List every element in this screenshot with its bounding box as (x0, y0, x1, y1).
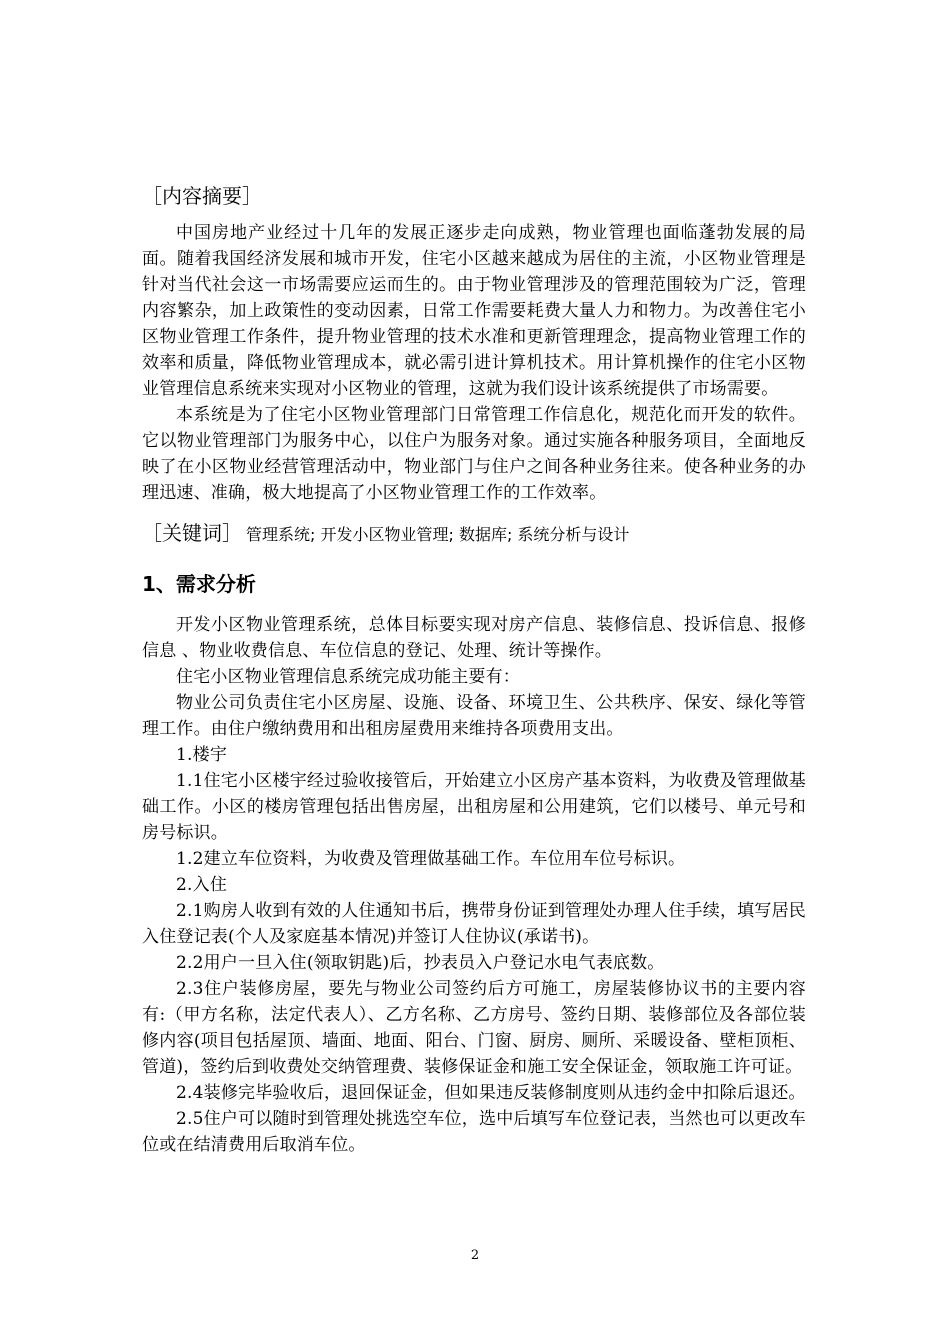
requirements-paragraph: 物业公司负责住宅小区房屋、设施、设备、环境卫生、公共秩序、保安、绿化等管理工作。由住户缴纳费用和出租房屋费用来维持各项费用支出。 (142, 693, 806, 739)
keywords-label: ［关键词］ (142, 521, 242, 545)
abstract-paragraph: 中国房地产业经过十几年的发展正逐步走向成熟，物业管理也面临蓬勃发展的局面。随着我国经济发展和城市开发，住宅小区越来越成为居住的主流，小区物业管理是针对当代社会这一市场需要应运而生的。由于物业管理涉及的管理范围较为广泛，管理内容繁杂，加上政策性的变动因素，日常工作需要耗费大量人力和物力。为改善住宅小区物业管理工作条件，提升物业管理的技术水准和更新管理理念，提高物业管理工作的效率和质量，降低物业管理成本，就必需引进计算机技术。用计算机操作的住宅小区物业管理信息系统来实现对小区物业的管理，这就为我们设计该系统提供了市场需要。 (142, 223, 806, 399)
abstract-heading: ［内容摘要］ (142, 184, 262, 208)
requirements-paragraph: 住宅小区物业管理信息系统完成功能主要有： (176, 667, 520, 687)
abstract-paragraph: 本系统是为了住宅小区物业管理部门日常管理工作信息化，规范化而开发的软件。它以物业管理部门为服务中心，以住户为服务对象。通过实施各种服务项目，全面地反映了在小区物业经营管理活动中，物业部门与住户之间各种业务往来。使各种业务的办理迅速、准确，极大地提高了小区物业管理工作的工作效率。 (142, 405, 806, 503)
requirements-paragraph: 2.3住户装修房屋，要先与物业公司签约后方可施工，房屋装修协议书的主要内容有:（甲方名称，法定代表人）、乙方名称、乙方房号、签约日期、装修部位及各部位装修内容(项目包括屋顶、墙面、地面、阳台、门窗、厨房、厕所、采暖设备、壁柜顶柜、管道)，签约后到收费处交纳管理费、装修保证金和施工安全保证金，领取施工许可证。 (142, 979, 806, 1077)
requirements-paragraph: 2.1购房人收到有效的人住通知书后，携带身份证到管理处办理人住手续，填写居民入住登记表(个人及家庭基本情况)并签订人住协议(承诺书)。 (142, 901, 806, 947)
requirements-paragraph: 开发小区物业管理系统，总体目标要实现对房产信息、装修信息、投诉信息、报修信息 、物业收费信息、车位信息的登记、处理、统计等操作。 (142, 615, 806, 661)
requirements-paragraph: 2.4装修完毕验收后，退回保证金，但如果违反装修制度则从违约金中扣除后退还。 (176, 1083, 806, 1103)
requirements-heading: 1、需求分析 (142, 572, 256, 596)
document-page (142, 180, 806, 1158)
requirements-paragraph: 2.入住 (176, 875, 228, 895)
requirements-paragraph: 2.2用户一旦入住(领取钥匙)后，抄表员入户登记水电气表底数。 (176, 953, 665, 973)
page-number: 2 (470, 1248, 480, 1263)
requirements-paragraph: 1.2建立车位资料，为收费及管理做基础工作。车位用车位号标识。 (176, 849, 686, 869)
requirements-paragraph: 1.楼宇 (176, 745, 228, 765)
requirements-paragraph: 2.5住户可以随时到管理处挑选空车位，选中后填写车位登记表，当然也可以更改车位或在结清费用后取消车位。 (142, 1109, 806, 1155)
keywords-text: 管理系统; 开发小区物业管理; 数据库; 系统分析与设计 (246, 525, 630, 544)
keywords-line (142, 518, 806, 550)
requirements-paragraph: 1.1住宅小区楼宇经过验收接管后，开始建立小区房产基本资料，为收费及管理做基础工作。小区的楼房管理包括出售房屋，出租房屋和公用建筑，它们以楼号、单元号和房号标识。 (142, 771, 806, 843)
